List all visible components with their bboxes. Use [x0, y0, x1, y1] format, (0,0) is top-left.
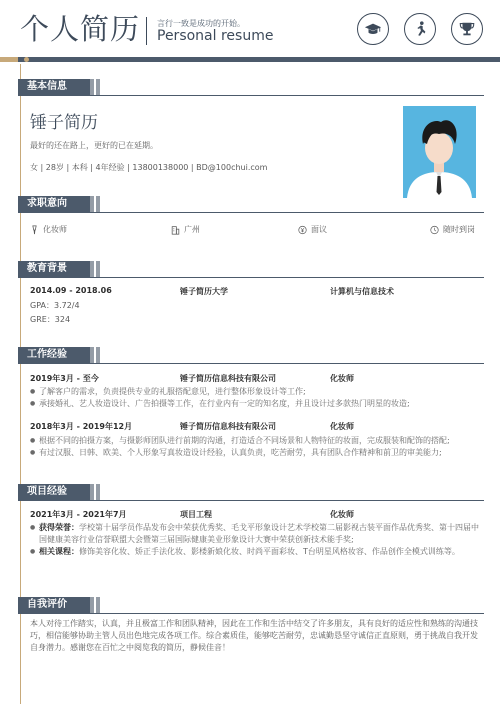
candidate-name: 锤子简历 [30, 113, 98, 133]
section-divider [18, 363, 484, 364]
yen-coin-icon [298, 225, 307, 235]
job-company: 锤子简历信息科技有限公司 [180, 422, 276, 431]
page-title: 个人简历 [20, 12, 141, 46]
clock-icon [430, 225, 439, 235]
resume-header [0, 0, 500, 58]
job-duties [30, 435, 482, 459]
job-period: 2019年3月 - 至今 [30, 374, 99, 383]
building-icon [171, 225, 180, 235]
list-item: ● 有过汉服、日韩、欧美、个人形象写真妆造设计经验，认真负责，吃苦耐劳，具有团队合作精神和前卫的审美能力; [30, 447, 482, 459]
profile-photo [403, 106, 476, 198]
section-divider [18, 277, 484, 278]
education-school: 锤子简历大学 [180, 287, 228, 296]
job-role: 化妆师 [330, 374, 354, 383]
project-period: 2021年3月 - 2021年7月 [30, 510, 127, 519]
header-subtitle: Personal resume [157, 28, 274, 44]
header-bar [0, 57, 500, 62]
header-slogan: 言行一致是成功的开始。 [157, 19, 245, 28]
job-role: 化妆师 [330, 422, 354, 431]
trophy-icon [451, 13, 483, 45]
header-bar-dot [24, 57, 29, 62]
intent-city [171, 224, 200, 235]
section-heading-basic: 基本信息 [18, 79, 90, 95]
list-item [30, 546, 482, 558]
section-heading-self: 自我评价 [18, 597, 90, 613]
section-heading-education: 教育背景 [18, 261, 90, 277]
job-duties [30, 386, 482, 410]
intent-salary [298, 224, 327, 235]
intent-city-text: 广州 [184, 225, 200, 234]
section-heading-work: 工作经验 [18, 347, 90, 363]
intent-position [30, 224, 67, 235]
award-text: 学校第十届学员作品发布会中荣获优秀奖、毛戈平形象设计艺术学校第二届影视古装平面作品优秀奖、第十四届中国健康美容行业信誉联盟大会暨第三届国际健康美业形象设计大赛中荣获创新技术能手奖; [39, 523, 479, 544]
list-item: ● 承接婚礼、艺人妆造设计、广告拍摄等工作，在行业内有一定的知名度，并且设计过多款热门明星的妆造; [30, 398, 482, 410]
section-divider [18, 212, 484, 213]
list-item: ● 根据不同的拍摄方案，与摄影师团队进行前期的沟通，打造适合不同场景和人物特征的妆面，完成服装和配饰的搭配; [30, 435, 482, 447]
course-label: 相关课程： [39, 547, 79, 556]
self-evaluation-text: 本人对待工作踏实，认真，并且极富工作和团队精神，因此在工作和生活中结交了许多朋友，具有良好的适应性和熟练的沟通技巧，相信能够协助主管人员出色地完成各项工作。综合素质佳，能够吃苦耐劳，忠诚勤恳坚守诚信正直原则，勇于挑战自我开发自身潜力。感谢您在百忙之中阅览我的简历，静候佳音！ [30, 619, 478, 652]
intent-availability [430, 224, 475, 235]
job-company: 锤子简历信息科技有限公司 [180, 374, 276, 383]
intent-position-text: 化妆师 [43, 225, 67, 234]
list-item [30, 522, 482, 546]
brush-icon [30, 225, 39, 235]
runner-icon [404, 13, 436, 45]
section-divider [18, 500, 484, 501]
candidate-motto: 最好的还在路上，更好的已在延期。 [30, 141, 158, 150]
candidate-info: 女 | 28岁 | 本科 | 4年经验 | 13800138000 | BD@100chui.com [30, 163, 268, 172]
intent-availability-text: 随时到岗 [443, 225, 475, 234]
award-label: 获得荣誉： [39, 523, 79, 532]
section-divider [18, 95, 484, 96]
education-major: 计算机与信息技术 [330, 287, 394, 296]
graduation-cap-icon [357, 13, 389, 45]
project-name: 项目工程 [180, 510, 212, 519]
course-text: 修饰美容化妆、矫正手法化妆、影楼新娘化妆、时尚平面彩妆、T台明星风格妆容、作品创作全模式训练等。 [79, 547, 460, 556]
project-details [30, 522, 482, 558]
section-divider [18, 613, 484, 614]
education-period: 2014.09 - 2018.06 [30, 286, 112, 295]
project-role: 化妆师 [330, 510, 354, 519]
section-heading-intent: 求职意向 [18, 196, 90, 212]
education-gpa: GPA：3.72/4 [30, 301, 80, 310]
header-bar-accent [0, 57, 18, 62]
intent-salary-text: 面议 [311, 225, 327, 234]
section-heading-project: 项目经验 [18, 484, 90, 500]
education-gre: GRE：324 [30, 315, 71, 324]
title-divider [146, 17, 147, 45]
job-period: 2018年3月 - 2019年12月 [30, 422, 133, 431]
list-item: ● 了解客户的需求，负责提供专业的礼服搭配意见，进行整体形象设计等工作; [30, 386, 482, 398]
